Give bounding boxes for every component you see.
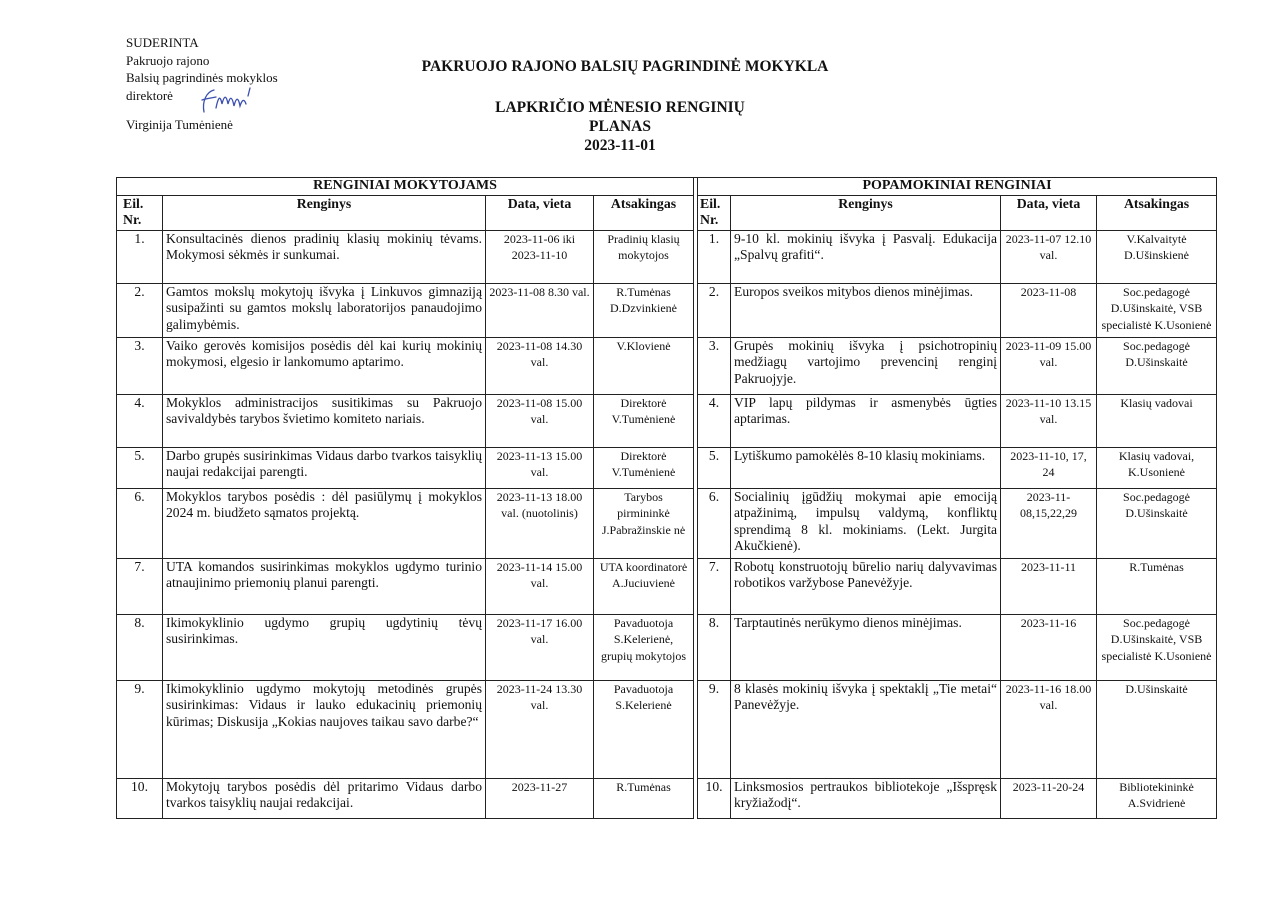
teacher-nr-cell: 7. [117, 558, 163, 614]
afterschool-resp-cell: Soc.pedagogė D.Ušinskaitė, VSB specialistė K.Usonienė [1097, 614, 1217, 680]
afterschool-event-cell: Lytiškumo pamokėlės 8-10 klasių mokiniams. [731, 447, 1001, 488]
afterschool-nr-cell: 3. [698, 337, 731, 394]
afterschool-resp-cell: Soc.pedagogė D.Ušinskaitė, VSB specialistė K.Usonienė [1097, 283, 1217, 337]
afterschool-event-cell: VIP lapų pildymas ir asmenybės ūgties aptarimas. [731, 394, 1001, 447]
teacher-event-cell: Gamtos mokslų mokytojų išvyka į Linkuvos gimnaziją susipažinti su gamtos mokslų laboratorijos panaudojimo galimybėmis. [163, 283, 486, 337]
teacher-nr-cell: 3. [117, 337, 163, 394]
afterschool-resp-cell: R.Tumėnas [1097, 558, 1217, 614]
table-row [117, 778, 1217, 818]
approval-municipality: Pakruojo rajono [126, 52, 210, 68]
handwritten-signature [196, 84, 258, 118]
table-row [117, 488, 1217, 558]
teacher-resp-cell: R.Tumėnas D.Dzvinkienė [594, 283, 694, 337]
approval-label: SUDERINTA [126, 35, 199, 50]
afterschool-nr-cell: 1. [698, 230, 731, 283]
section-title-teachers: RENGINIAI MOKYTOJAMS [117, 178, 694, 196]
teacher-date-cell: 2023-11-14 15.00 val. [486, 558, 594, 614]
teacher-resp-cell: Pavaduotoja S.Kelerienė [594, 680, 694, 778]
table-row [117, 447, 1217, 488]
col-header-event: Renginys [163, 195, 486, 230]
afterschool-date-cell: 2023-11-08 [1001, 283, 1097, 337]
approval-role: direktorė [126, 87, 173, 103]
section-title-afterschool: POPAMOKINIAI RENGINIAI [698, 178, 1217, 196]
afterschool-date-cell: 2023-11-07 12.10 val. [1001, 230, 1097, 283]
table-row [117, 283, 1217, 337]
col-header-resp: Atsakingas [594, 195, 694, 230]
afterschool-resp-cell: Klasių vadovai [1097, 394, 1217, 447]
afterschool-resp-cell: Klasių vadovai, K.Usonienė [1097, 447, 1217, 488]
afterschool-nr-cell: 6. [698, 488, 731, 558]
col-header-date: Data, vieta [1001, 195, 1097, 230]
teacher-resp-cell: Direktorė V.Tumėnienė [594, 447, 694, 488]
afterschool-nr-cell: 2. [698, 283, 731, 337]
afterschool-event-cell: Tarptautinės nerūkymo dienos minėjimas. [731, 614, 1001, 680]
approval-school: Balsių pagrindinės mokyklos [126, 70, 278, 85]
teacher-date-cell: 2023-11-06 iki 2023-11-10 [486, 230, 594, 283]
afterschool-date-cell: 2023-11-10 13.15 val. [1001, 394, 1097, 447]
col-header-resp: Atsakingas [1097, 195, 1217, 230]
afterschool-resp-cell: V.Kalvaitytė D.Ušinskienė [1097, 230, 1217, 283]
col-header-nr: Eil. Nr. [117, 195, 163, 230]
afterschool-event-cell: Europos sveikos mitybos dienos minėjimas. [731, 283, 1001, 337]
teacher-nr-cell: 5. [117, 447, 163, 488]
teacher-nr-cell: 9. [117, 680, 163, 778]
teacher-event-cell: Vaiko gerovės komisijos posėdis dėl kai kurių mokinių mokymosi, elgesio ir lankomumo aptarimo. [163, 337, 486, 394]
teacher-resp-cell: Direktorė V.Tumėnienė [594, 394, 694, 447]
table-row [117, 230, 1217, 283]
afterschool-date-cell: 2023-11-09 15.00 val. [1001, 337, 1097, 394]
col-header-nr: Eil. Nr. [698, 195, 731, 230]
teacher-resp-cell: Pavaduotoja S.Kelerienė, grupių mokytojos [594, 614, 694, 680]
table-row [117, 614, 1217, 680]
teacher-date-cell: 2023-11-24 13.30 val. [486, 680, 594, 778]
teacher-nr-cell: 6. [117, 488, 163, 558]
afterschool-date-cell: 2023-11-16 18.00 val. [1001, 680, 1097, 778]
title-date: 2023-11-01 [584, 137, 656, 154]
teacher-event-cell: UTA komandos susirinkimas mokyklos ugdymo turinio atnaujinimo priemonių planui parengti. [163, 558, 486, 614]
afterschool-event-cell: Robotų konstruotojų būrelio narių dalyvavimas robotikos varžybose Panevėžyje. [731, 558, 1001, 614]
teacher-event-cell: Mokytojų tarybos posėdis dėl pritarimo Vidaus darbo tvarkos taisyklių naujai redakcijai. [163, 778, 486, 818]
title-line-1: LAPKRIČIO MĖNESIO RENGINIŲ [495, 99, 745, 116]
teacher-nr-cell: 8. [117, 614, 163, 680]
afterschool-event-cell: Socialinių įgūdžių mokymai apie emociją atpažinimą, impulsų valdymą, konfliktų sprendimą 8 kl. mokiniams. (Lekt. Jurgita Akučkienė). [731, 488, 1001, 558]
teacher-date-cell: 2023-11-13 18.00 val. (nuotolinis) [486, 488, 594, 558]
title-line-2: PLANAS [588, 118, 651, 135]
teacher-resp-cell: Pradinių klasių mokytojos [594, 230, 694, 283]
teacher-resp-cell: V.Klovienė [594, 337, 694, 394]
table-row [117, 680, 1217, 778]
teacher-date-cell: 2023-11-13 15.00 val. [486, 447, 594, 488]
afterschool-event-cell: 9-10 kl. mokinių išvyka į Pasvalį. Edukacija „Spalvų grafiti“. [731, 230, 1001, 283]
afterschool-resp-cell: Soc.pedagogė D.Ušinskaitė [1097, 488, 1217, 558]
afterschool-resp-cell: D.Ušinskaitė [1097, 680, 1217, 778]
teacher-nr-cell: 1. [117, 230, 163, 283]
afterschool-resp-cell: Bibliotekininkė A.Svidrienė [1097, 778, 1217, 818]
table-row [117, 394, 1217, 447]
afterschool-nr-cell: 9. [698, 680, 731, 778]
afterschool-nr-cell: 4. [698, 394, 731, 447]
document-title [390, 98, 850, 155]
teacher-date-cell: 2023-11-08 14.30 val. [486, 337, 594, 394]
afterschool-event-cell: Grupės mokinių išvyka į psichotropinių medžiagų vartojimo prevencinį renginį Pakruojyje. [731, 337, 1001, 394]
teacher-resp-cell: Tarybos pirmininkė J.Pabražinskie nė [594, 488, 694, 558]
teacher-event-cell: Ikimokyklinio ugdymo mokytojų metodinės grupės susirinkimas: Vidaus ir lauko edukacinių priemonių kūrimas; Diskusija „Kokias naujoves taikau savo darbe?“ [163, 680, 486, 778]
approval-name: Virginija Tumėnienė [126, 117, 233, 132]
afterschool-event-cell: 8 klasės mokinių išvyka į spektaklį „Tie metai“ Panevėžyje. [731, 680, 1001, 778]
teacher-date-cell: 2023-11-08 15.00 val. [486, 394, 594, 447]
afterschool-nr-cell: 7. [698, 558, 731, 614]
teacher-nr-cell: 4. [117, 394, 163, 447]
teacher-event-cell: Darbo grupės susirinkimas Vidaus darbo tvarkos taisyklių naujai redakcijai parengti. [163, 447, 486, 488]
teacher-event-cell: Mokyklos administracijos susitikimas su Pakruojo savivaldybės tarybos švietimo komiteto nariais. [163, 394, 486, 447]
afterschool-nr-cell: 8. [698, 614, 731, 680]
afterschool-date-cell: 2023-11-16 [1001, 614, 1097, 680]
teacher-event-cell: Konsultacinės dienos pradinių klasių mokinių tėvams. Mokymosi sėkmės ir sunkumai. [163, 230, 486, 283]
school-name: PAKRUOJO RAJONO BALSIŲ PAGRINDINĖ MOKYKLA [421, 58, 829, 75]
teacher-nr-cell: 2. [117, 283, 163, 337]
teacher-event-cell: Ikimokyklinio ugdymo grupių ugdytinių tėvų susirinkimas. [163, 614, 486, 680]
teacher-date-cell: 2023-11-08 8.30 val. [486, 283, 594, 337]
col-header-event: Renginys [731, 195, 1001, 230]
teacher-resp-cell: R.Tumėnas [594, 778, 694, 818]
afterschool-date-cell: 2023-11-20-24 [1001, 778, 1097, 818]
teacher-event-cell: Mokyklos tarybos posėdis : dėl pasiūlymų į mokyklos 2024 m. biudžeto sąmatos projektą. [163, 488, 486, 558]
afterschool-nr-cell: 5. [698, 447, 731, 488]
afterschool-nr-cell: 10. [698, 778, 731, 818]
teacher-nr-cell: 10. [117, 778, 163, 818]
events-table [116, 177, 1217, 819]
teacher-date-cell: 2023-11-27 [486, 778, 594, 818]
afterschool-resp-cell: Soc.pedagogė D.Ušinskaitė [1097, 337, 1217, 394]
afterschool-event-cell: Linksmosios pertraukos bibliotekoje „Išspręsk kryžiažodį“. [731, 778, 1001, 818]
teacher-date-cell: 2023-11-17 16.00 val. [486, 614, 594, 680]
teacher-resp-cell: UTA koordinatorė A.Juciuvienė [594, 558, 694, 614]
col-header-date: Data, vieta [486, 195, 594, 230]
table-row [117, 558, 1217, 614]
table-row [117, 337, 1217, 394]
afterschool-date-cell: 2023-11-10, 17, 24 [1001, 447, 1097, 488]
afterschool-date-cell: 2023-11-11 [1001, 558, 1097, 614]
afterschool-date-cell: 2023-11-08,15,22,29 [1001, 488, 1097, 558]
